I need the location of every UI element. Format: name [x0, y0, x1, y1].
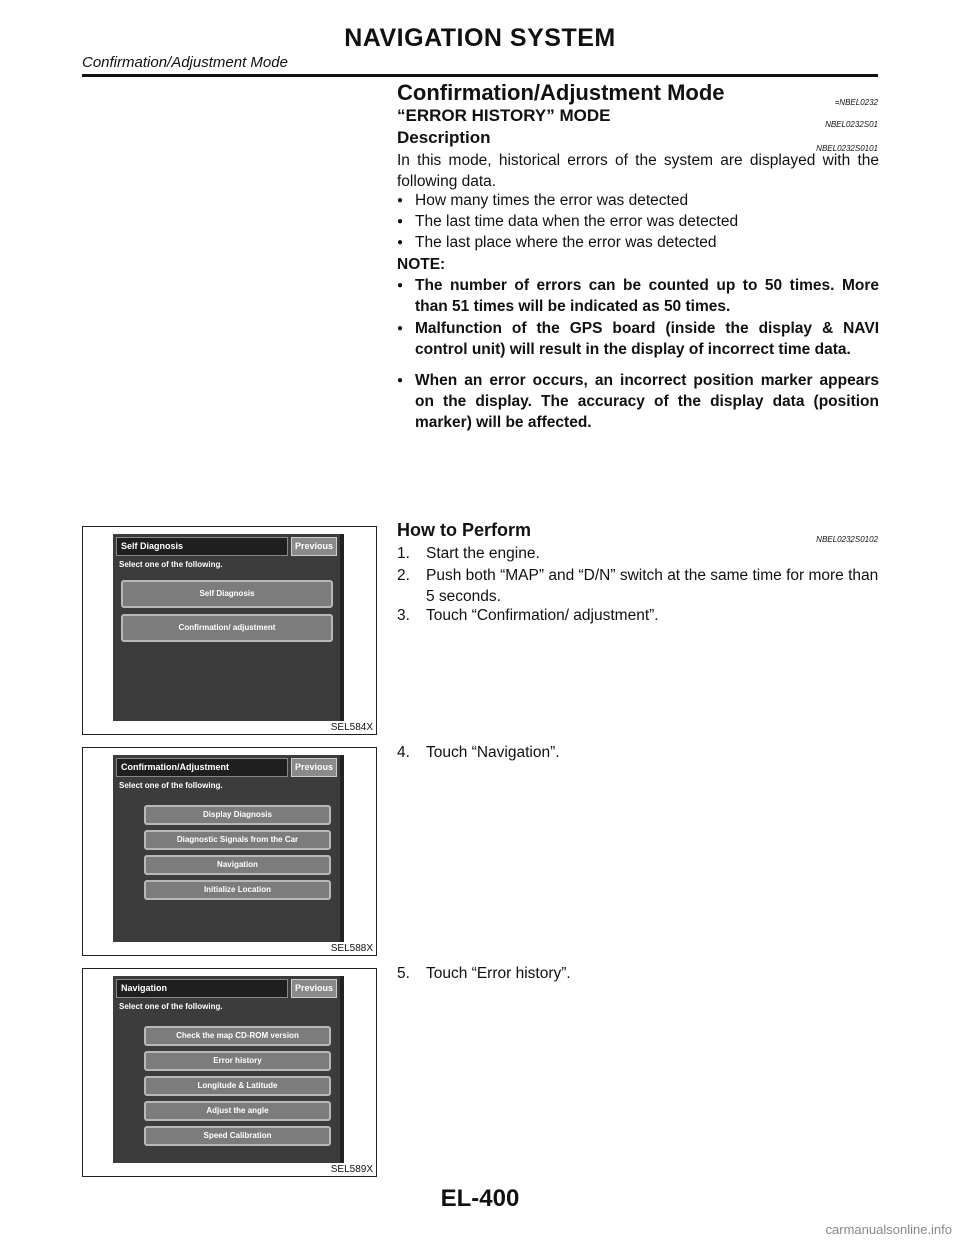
- section-code: =NBEL0232: [834, 98, 878, 107]
- step-number: 5.: [397, 965, 410, 982]
- screen-edge: [340, 976, 344, 1163]
- screen-confirmation-adjustment: [113, 755, 344, 942]
- step-number: 1.: [397, 545, 410, 562]
- step-item: [397, 565, 879, 607]
- figure-sel589x: [82, 968, 377, 1177]
- bullet-marker: ●: [397, 323, 404, 334]
- page-number: EL-400: [440, 1185, 520, 1212]
- screen-navigation: [113, 976, 344, 1163]
- error-history-button: Error history: [144, 1051, 331, 1071]
- step-item: [397, 963, 879, 984]
- speed-calibration-button: Speed Calibration: [144, 1126, 331, 1146]
- self-diagnosis-button: Self Diagnosis: [121, 580, 333, 608]
- figure-sel584x: [82, 526, 377, 735]
- description-intro: In this mode, historical errors of the system are displayed with the following data.: [397, 152, 879, 190]
- description-code: NBEL0232S0101: [816, 144, 878, 153]
- step-number: 2.: [397, 567, 410, 584]
- figure-caption: SEL588X: [330, 943, 373, 954]
- screen-edge: [340, 534, 344, 721]
- step-text: Start the engine.: [426, 545, 540, 562]
- screen-edge: [340, 755, 344, 942]
- note-text: When an error occurs, an incorrect position marker appears on the display. The accuracy of the display data (position marker) will be affected.: [415, 372, 879, 431]
- subsection-code: NBEL0232S01: [825, 120, 878, 129]
- bullet-text: The last time data when the error was detected: [415, 213, 739, 230]
- display-diagnosis-button: Display Diagnosis: [144, 805, 331, 825]
- step-item: [397, 543, 879, 564]
- step-item: [397, 742, 879, 763]
- subsection-title: “ERROR HISTORY” MODE: [397, 106, 611, 125]
- previous-button: Previous: [291, 979, 337, 998]
- note-text: Malfunction of the GPS board (inside the display & NAVI control unit) will result in the display of incorrect time data.: [415, 320, 879, 358]
- figure-caption: SEL584X: [330, 722, 373, 733]
- figure-caption: SEL589X: [330, 1164, 373, 1175]
- select-prompt: Select one of the following.: [119, 560, 223, 569]
- description-bullet: [397, 232, 879, 253]
- page-header-title: NAVIGATION SYSTEM: [344, 24, 616, 52]
- figure-sel588x: [82, 747, 377, 956]
- longitude-latitude-button: Longitude & Latitude: [144, 1076, 331, 1096]
- section-title: Confirmation/Adjustment Mode: [397, 80, 725, 105]
- screen-self-diagnosis: [113, 534, 344, 721]
- header-rule: [82, 74, 878, 77]
- bullet-marker: ●: [397, 237, 404, 248]
- step-number: 3.: [397, 607, 410, 624]
- description-title: Description: [397, 128, 491, 147]
- check-map-cdrom-button: Check the map CD-ROM version: [144, 1026, 331, 1046]
- page-header-subtitle: Confirmation/Adjustment Mode: [82, 54, 288, 71]
- bullet-text: How many times the error was detected: [415, 192, 689, 209]
- note-label: NOTE:: [397, 256, 446, 273]
- description-bullet: [397, 211, 879, 232]
- bullet-marker: ●: [397, 216, 404, 227]
- select-prompt: Select one of the following.: [119, 781, 223, 790]
- howto-code: NBEL0232S0102: [816, 535, 878, 544]
- bullet-marker: ●: [397, 195, 404, 206]
- step-text: Touch “Navigation”.: [426, 744, 560, 761]
- description-bullet: [397, 190, 879, 211]
- bullet-text: The last place where the error was detected: [415, 234, 717, 251]
- initialize-location-button: Initialize Location: [144, 880, 331, 900]
- diagnostic-signals-button: Diagnostic Signals from the Car: [144, 830, 331, 850]
- bullet-marker: ●: [397, 375, 404, 386]
- howto-title: How to Perform: [397, 520, 532, 540]
- step-text: Push both “MAP” and “D/N” switch at the same time for more than 5 seconds.: [426, 567, 879, 605]
- screen-header: Navigation: [116, 979, 288, 998]
- select-prompt: Select one of the following.: [119, 1002, 223, 1011]
- note-item: [397, 318, 879, 360]
- bullet-marker: ●: [397, 280, 404, 291]
- navigation-button: Navigation: [144, 855, 331, 875]
- watermark: carmanualsonline.info: [825, 1222, 952, 1237]
- step-text: Touch “Error history”.: [426, 965, 571, 982]
- step-number: 4.: [397, 744, 410, 761]
- screen-header: Confirmation/Adjustment: [116, 758, 288, 777]
- previous-button: Previous: [291, 758, 337, 777]
- adjust-angle-button: Adjust the angle: [144, 1101, 331, 1121]
- step-text: Touch “Confirmation/ adjustment”.: [426, 607, 659, 624]
- screen-header: Self Diagnosis: [116, 537, 288, 556]
- note-text: The number of errors can be counted up to 50 times. More than 51 times will be indicated as 50 times.: [415, 277, 879, 315]
- step-item: [397, 605, 879, 626]
- note-item: [397, 370, 879, 433]
- confirmation-adjustment-button: Confirmation/ adjustment: [121, 614, 333, 642]
- note-item: [397, 275, 879, 317]
- previous-button: Previous: [291, 537, 337, 556]
